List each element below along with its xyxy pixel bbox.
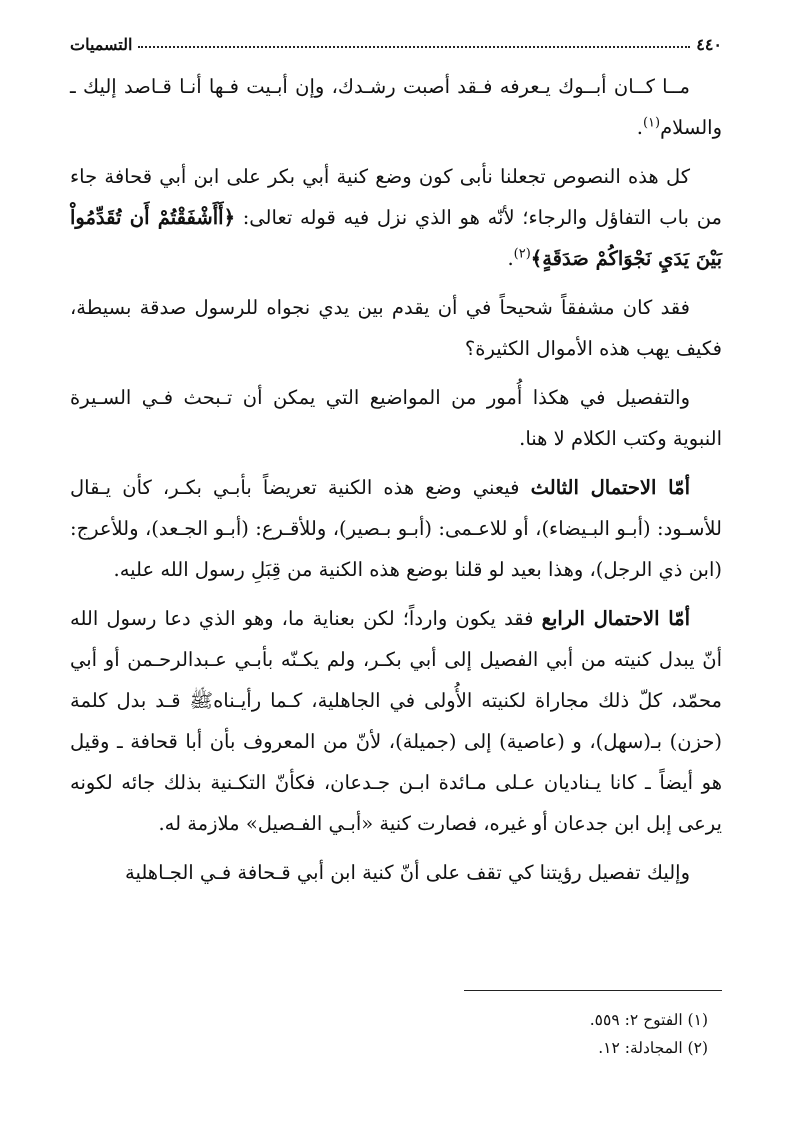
paragraph-7: وإليك تفصيل رؤيتنا كي تقف على أنّ كنية ابن أبي قـحافة فـي الجـاهلية <box>125 861 690 884</box>
paragraph-1: مــا كــان أبــوك يـعرفه فـقد أصبت رشـدك، وإن أبـيت فـها أنـا قـاصد إليك ـ والسلام$^{(١)}$. <box>70 75 722 139</box>
quran-verse: ﴿أَأَشْفَقْتُمْ أَن تُقَدِّمُواْ بَيْنَ يَدَيِ نَجْوَاكُمْ صَدَقَةٍ﴾ <box>70 206 722 270</box>
page-number: ٤٤٠ <box>696 35 722 54</box>
paragraph-3: فقد كان مشفقاً شحيحاً في أن يقدم بين يدي نجواه للرسول صدقة بسيطة، فكيف يهب هذه الأموال الكثيرة؟ <box>70 296 722 360</box>
paragraph-6: أمّا الاحتمال الرابع فقد يكون وارداً؛ لكن بعناية ما، وهو الذي دعا رسول الله أنّ يبدل كنيته من أبي الفصيل إلى أبي بكـر، ولم يكـنّه بأبـي عـبدالرحـمن أو أبي محمّد، كلّ ذلك مجاراة لكنيته الأُولى في الجاهلية، كـما رأيـناهﷺ قـد بدل كلمة (حزن) بـ(سهل)، و (عاصية) إلى (جميلة)، لأنّ من المعروف بأن أبا قحافة ـ وقيل هو أيضاً ـ كانا يـناديان عـلى مـائدة ابـن جـدعان، فكأنّ التكـنية بذلك جائه لكونه يرعى إبل ابن جدعان أو غيره، فصارت كنية «أبـي الفـصيل» ملازمة له. <box>70 607 722 835</box>
footnote-separator <box>464 990 722 991</box>
footnote-2: (٢) المجادلة: ١٢. <box>598 1039 708 1057</box>
heading-fourth-possibility: أمّا الاحتمال الرابع <box>541 607 690 630</box>
chapter-title: التسميات <box>70 35 133 54</box>
paragraph-4: والتفصيل في هكذا أُمور من المواضيع التي يمكن أن تـبحث فـي السـيرة النبوية وكتب الكلام لا هنا. <box>70 386 722 450</box>
footnote-1: (١) الفتوح ٢: ٥٥٩. <box>589 1011 708 1029</box>
heading-third-possibility: أمّا الاحتمال الثالث <box>530 476 690 499</box>
footnote-ref-2[interactable]: (٢) <box>513 246 531 262</box>
paragraph-5: أمّا الاحتمال الثالث فيعني وضع هذه الكنية تعريضاً بأبـي بكـر، كأن يـقال للأسـود: (أبـو البـيضاء)، أو للاعـمى: (أبـو بـصير)، وللأقـرع: (أبـو الجـعد)، وللأعرج: (ابن ذي الرجل)، وهذا بعيد لو قلنا بوضع هذه الكنية من قِبَلِ رسول الله عليه. <box>70 476 722 581</box>
paragraph-2: كل هذه النصوص تجعلنا نأبى كون وضع كنية أبي بكر على ابن أبي قحافة جاء من باب التفاؤل والرجاء؛ لأنّه هو الذي نزل فيه قوله تعالى: ﴿أَأَشْفَقْتُمْ أَن تُقَدِّمُواْ بَيْنَ يَدَيِ نَجْوَاكُمْ صَدَقَةٍ﴾$^{(٢)}$. <box>70 165 722 270</box>
footnote-ref-1[interactable]: (١) <box>642 115 661 131</box>
header-dot-leader <box>138 46 690 48</box>
footnotes <box>70 1006 722 1062</box>
running-header <box>70 28 722 54</box>
body-text <box>70 66 722 901</box>
